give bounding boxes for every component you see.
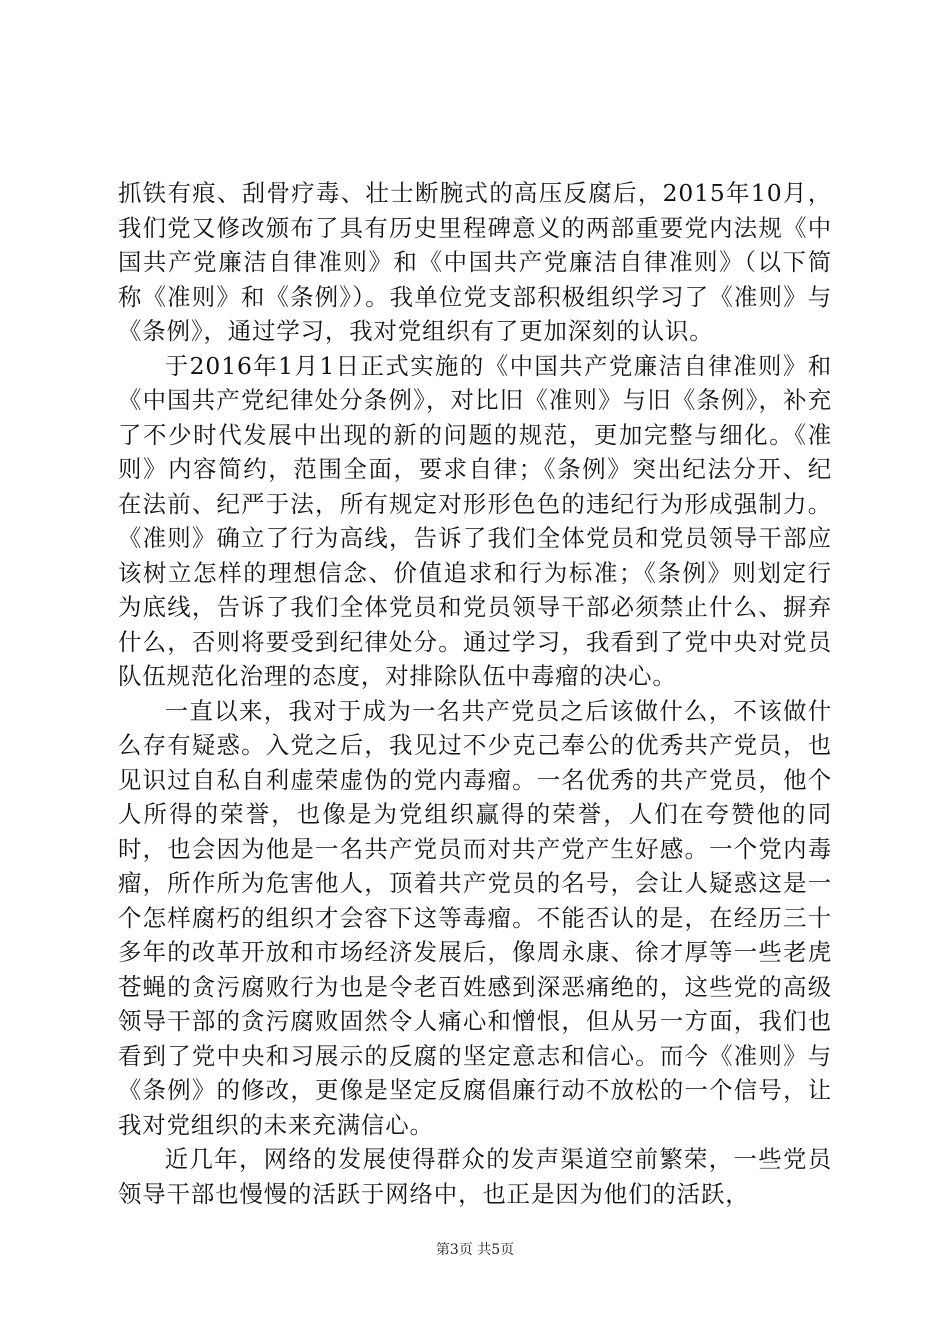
paragraph-4: 近几年，网络的发展使得群众的发声渠道空前繁荣，一些党员领导干部也慢慢的活跃于网络中，也正是因为他们的活跃， bbox=[118, 1145, 832, 1208]
paragraph-3: 一直以来，我对于成为一名共产党员之后该做什么，不该做什么存有疑惑。入党之后，我见过不少克己奉公的优秀共产党员，也见识过自私自利虚荣虚伪的党内毒瘤。一名优秀的共产党员，他个人所得的荣誉，也像是为党组织赢得的荣誉，人们在夸赞他的同时，也会因为他是一名共产党员而对共产党产生好感。一个党内毒瘤，所作所为危害他人，顶着共产党员的名号，会让人疑惑这是一个怎样腐朽的组织才会容下这等毒瘤。不能否认的是，在经历三十多年的改革开放和市场经济发展后，像周永康、徐才厚等一些老虎苍蝇的贪污腐败行为也是令老百姓感到深恶痛绝的，这些党的高级领导干部的贪污腐败固然令人痛心和憎恨，但从另一方面，我们也看到了党中央和习展示的反腐的坚定意志和信心。而今《准则》与《条例》的修改，更像是坚定反腐倡廉行动不放松的一个信号，让我对党组织的未来充满信心。 bbox=[118, 696, 832, 1139]
document-body bbox=[118, 176, 832, 1211]
paragraph-2: 于2016年1月1日正式实施的《中国共产党廉洁自律准则》和《中国共产党纪律处分条例》，对比旧《准则》与旧《条例》，补充了不少时代发展中出现的新的问题的规范，更加完整与细化。《准则》内容简约，范围全面，要求自律；《条例》突出纪法分开、纪在法前、纪严于法，所有规定对形形色色的违纪行为形成强制力。《准则》确立了行为高线，告诉了我们全体党员和党员领导干部应该树立怎样的理想信念、价值追求和行为标准；《条例》则划定行为底线，告诉了我们全体党员和党员领导干部必须禁止什么、摒弃什么，否则将要受到纪律处分。通过学习，我看到了党中央对党员队伍规范化治理的态度，对排除队伍中毒瘤的决心。 bbox=[118, 351, 832, 690]
page-footer: 第3页 共5页 bbox=[435, 1242, 515, 1258]
paragraph-1: 抓铁有痕、刮骨疗毒、壮士断腕式的高压反腐后，2015年10月，我们党又修改颁布了具有历史里程碑意义的两部重要党内法规《中国共产党廉洁自律准则》和《中国共产党廉洁自律准则》（以下简称《准则》和《条例》）。我单位党支部积极组织学习了《准则》与《条例》，通过学习，我对党组织有了更加深刻的认识。 bbox=[118, 179, 832, 345]
